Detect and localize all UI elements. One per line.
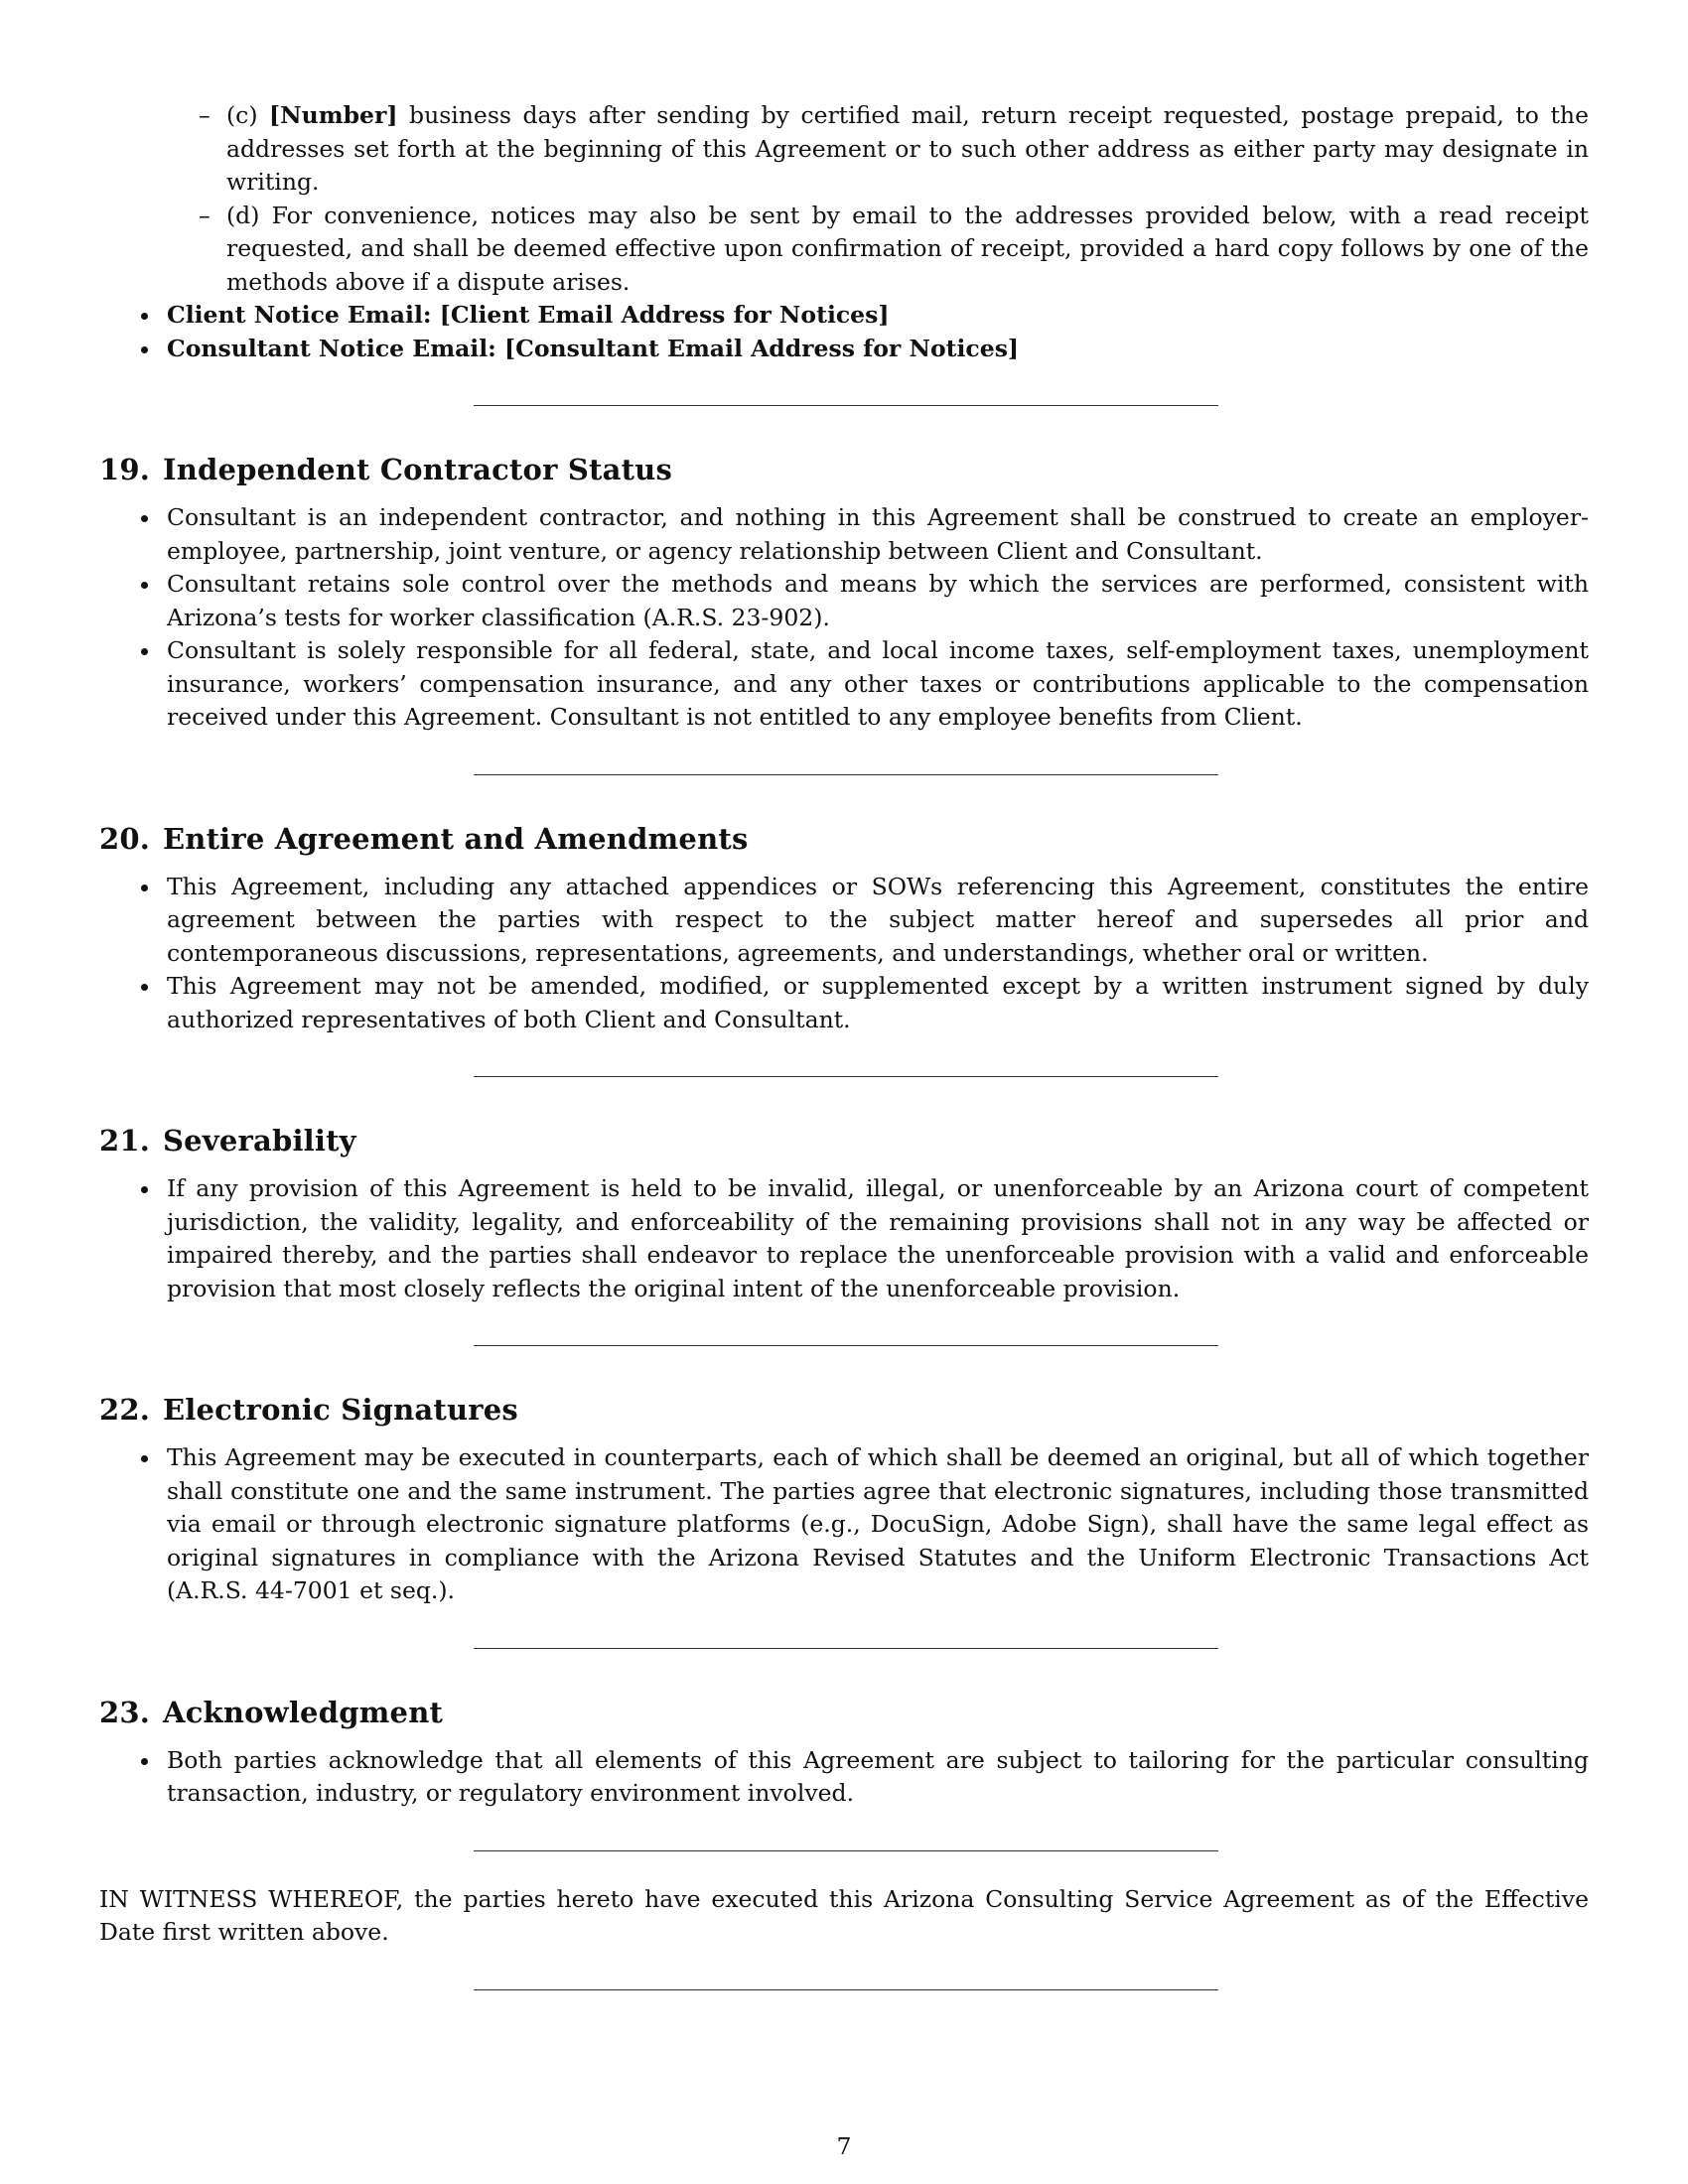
list-item: This Agreement may not be amended, modified, or supplemented except by a written instrument signed by duly authorized representatives of both Client and Consultant. [167,970,1589,1036]
consultant-notice-email: Consultant Notice Email: [Consultant Email Address for Notices] [167,333,1589,366]
notice-email-list [167,299,1589,365]
notice-method-d: – (d) For convenience, notices may also be sent by email to the addresses provided below, with a read receipt requested, and shall be deemed effective upon confirmation of receipt, provided a hard copy follows by one of the methods above if a dispute arises. [199,201,1589,296]
section-divider [474,774,1218,775]
witness-clause: IN WITNESS WHEREOF, the parties hereto have executed this Arizona Consulting Service Agreement as of the Effective Date first written above. [99,1884,1589,1946]
section-22-heading: 22. Electronic Signatures [99,1393,518,1427]
list-item: Consultant is an independent contractor, and nothing in this Agreement shall be construed to create an employer-employee, partnership, joint venture, or agency relationship between Client and Consultant. [167,501,1589,568]
section-22-list [167,1441,1589,1608]
section-divider [474,1076,1218,1077]
list-item: Consultant retains sole control over the methods and means by which the services are performed, consistent with Arizona’s tests for worker classification (A.R.S. 23-902). [167,568,1589,634]
section-20-heading: 20. Entire Agreement and Amendments [99,821,749,856]
list-item: Consultant is solely responsible for all federal, state, and local income taxes, self-employment taxes, unemployment insurance, workers’ compensation insurance, and any other taxes or contributions applicable to the compensation received under this Agreement. Consultant is not entitled to any employee benefits from Client. [167,634,1589,735]
section-divider [474,405,1218,406]
list-item: This Agreement, including any attached appendices or SOWs referencing this Agreement, constitutes the entire agreement between the parties with respect to the subject matter hereof and supersedes all prior and contemporaneous discussions, representations, agreements, and understandings, whether oral or written. [167,871,1589,971]
client-notice-email: Client Notice Email: [Client Email Address for Notices] [167,299,1589,333]
list-item: This Agreement may be executed in counterparts, each of which shall be deemed an original, but all of which together shall constitute one and the same instrument. The parties agree that electronic signatures, including those transmitted via email or through electronic signature platforms (e.g., DocuSign, Adobe Sign), shall have the same legal effect as original signatures in compliance with the Arizona Revised Statutes and the Uniform Electronic Transactions Act (A.R.S. 44-7001 et seq.). [167,1441,1589,1608]
section-divider [474,1989,1218,1990]
section-21-heading: 21. Severability [99,1124,356,1158]
section-divider [474,1345,1218,1346]
section-23-list [167,1744,1589,1811]
section-19-heading: 19. Independent Contractor Status [99,453,672,486]
list-item: Both parties acknowledge that all elements of this Agreement are subject to tailoring for the particular consulting transaction, industry, or regulatory environment involved. [167,1744,1589,1811]
section-21-list [167,1172,1589,1305]
list-item: If any provision of this Agreement is held to be invalid, illegal, or unenforceable by an Arizona court of competent jurisdiction, the validity, legality, and enforceability of the remaining provisions shall not in any way be affected or impaired thereby, and the parties shall endeavor to replace the unenforceable provision with a valid and enforceable provision that most closely reflects the original intent of the unenforceable provision. [167,1172,1589,1305]
document-page [99,99,1589,1990]
section-20-list [167,871,1589,1037]
section-divider [474,1648,1218,1649]
section-23-heading: 23. Acknowledgment [99,1695,444,1729]
notice-method-c: – (c) [Number] business days after sending by certified mail, return receipt requested, postage prepaid, to the addresses set forth at the beginning of this Agreement or to such other address as either party may designate in writing. [199,101,1589,196]
page-number: 7 [836,2132,852,2160]
section-19-list [167,501,1589,735]
section-divider [474,1850,1218,1851]
notice-methods-list [199,99,1589,299]
